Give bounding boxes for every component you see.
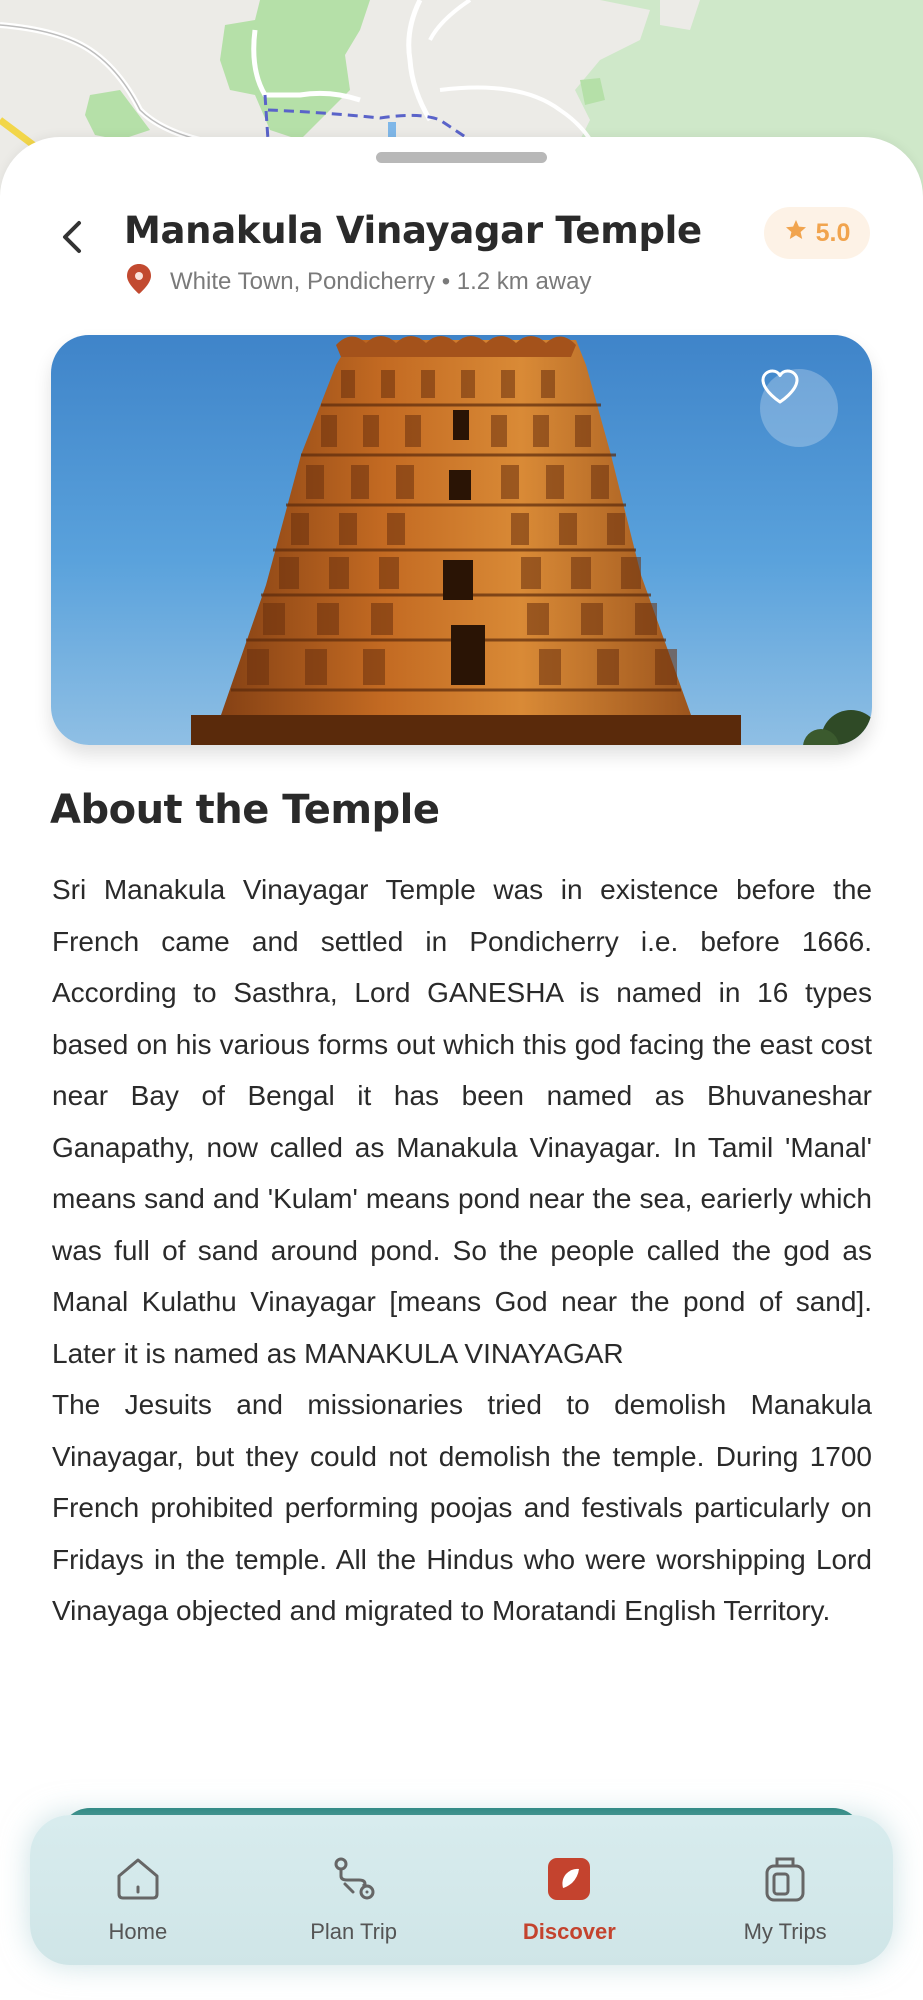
place-photo <box>51 335 872 745</box>
map-pin-icon <box>126 263 152 302</box>
nav-item-plan-trip[interactable] <box>264 1815 444 1945</box>
compass-icon <box>541 1851 597 1907</box>
nav-item-home[interactable] <box>48 1815 228 1945</box>
nav-label-home: Home <box>108 1919 168 1944</box>
rating-value: 5.0 <box>815 218 851 247</box>
rating-badge <box>764 207 870 259</box>
about-title: About the Temple <box>50 787 440 833</box>
back-button[interactable] <box>50 217 94 261</box>
nav-item-my-trips[interactable] <box>695 1815 875 1945</box>
star-icon <box>784 218 808 249</box>
chevron-left-icon <box>59 219 85 259</box>
nav-label-plan-trip: Plan Trip <box>310 1919 398 1944</box>
nav-label-discover: Discover <box>522 1919 616 1944</box>
nav-item-discover[interactable] <box>479 1815 659 1945</box>
about-paragraph-2: The Jesuits and missionaries tried to demolish Manakula Vinayagar, but they could not demolish the temple. During 1700 French prohibited performing poojas and festivals particularly on Fridays in the temple. All the Hindus who were worshipping Lord Vinayaga objected and migrated to Moratandi English Territory. <box>52 1389 872 1626</box>
about-description <box>52 864 872 1637</box>
nav-label-my-trips: My Trips <box>743 1919 827 1944</box>
route-icon <box>326 1851 382 1907</box>
luggage-icon <box>757 1851 813 1907</box>
favorite-button[interactable] <box>760 369 838 447</box>
place-location <box>126 265 591 299</box>
place-title: Manakula Vinayagar Temple <box>124 209 702 252</box>
distance-text: • 1.2 km away <box>441 268 592 295</box>
drag-handle[interactable] <box>376 152 547 163</box>
home-icon <box>110 1851 166 1907</box>
place-detail-sheet <box>0 137 923 2000</box>
bottom-navigation <box>30 1815 893 1965</box>
about-paragraph-1: Sri Manakula Vinayagar Temple was in existence before the French came and settled in Pondicherry i.e. before 1666. According to Sasthra, Lord GANESHA is named in 16 types based on his various forms out which this god facing the east cost near Bay of Bengal it has been named as Bhuvaneshar Ganapathy, now called as Manakula Vinayagar. In Tamil 'Manal' means sand and 'Kulam' means pond near the sea, earierly which was full of sand around pond. So the people called the god as Manal Kulathu Vinayagar [means God near the pond of sand]. Later it is named as MANAKULA VINAYAGAR <box>52 874 872 1369</box>
location-text: White Town, Pondicherry <box>170 268 436 295</box>
